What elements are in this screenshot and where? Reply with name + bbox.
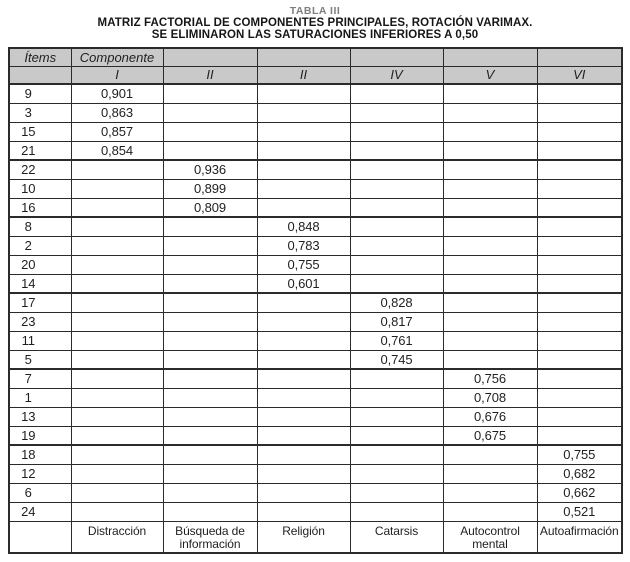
loading-value-cell [163, 388, 257, 407]
loading-value-cell [443, 198, 537, 217]
table-footer [9, 521, 622, 553]
loading-value-cell [71, 407, 163, 426]
header-label-row [9, 48, 622, 66]
loading-value-cell [71, 274, 163, 293]
item-number-cell: 7 [9, 369, 71, 388]
table-row [9, 84, 622, 103]
loading-value-cell [257, 293, 350, 312]
item-number-cell: 17 [9, 293, 71, 312]
loading-value-cell [443, 141, 537, 160]
loading-value-cell [443, 217, 537, 236]
loading-value-cell [71, 502, 163, 521]
table-row [9, 217, 622, 236]
table-row [9, 312, 622, 331]
loading-value-cell: 0,682 [537, 464, 622, 483]
footer-factor-4-name: Catarsis [350, 521, 443, 553]
loading-value-cell [350, 236, 443, 255]
loading-value-cell [257, 312, 350, 331]
loading-value-cell [537, 331, 622, 350]
loading-value-cell: 0,809 [163, 198, 257, 217]
table-row [9, 426, 622, 445]
loading-value-cell [443, 103, 537, 122]
loading-value-cell [163, 426, 257, 445]
loading-value-cell [443, 255, 537, 274]
loading-value-cell: 0,755 [537, 445, 622, 464]
loading-value-cell [163, 103, 257, 122]
loading-value-cell [350, 103, 443, 122]
loading-value-cell [71, 293, 163, 312]
item-number-cell: 2 [9, 236, 71, 255]
loading-value-cell [443, 331, 537, 350]
item-number-cell: 15 [9, 122, 71, 141]
loading-value-cell [257, 369, 350, 388]
loading-value-cell: 0,901 [71, 84, 163, 103]
loading-value-cell [443, 179, 537, 198]
loading-value-cell [257, 464, 350, 483]
loading-value-cell [350, 179, 443, 198]
loading-value-cell [71, 483, 163, 502]
loading-value-cell: 0,848 [257, 217, 350, 236]
loading-value-cell [537, 293, 622, 312]
loading-value-cell [443, 236, 537, 255]
loading-value-cell [443, 160, 537, 179]
loading-value-cell [163, 293, 257, 312]
loading-value-cell [350, 502, 443, 521]
item-number-cell: 9 [9, 84, 71, 103]
loading-value-cell [443, 122, 537, 141]
loading-value-cell [350, 274, 443, 293]
header-empty-cell [9, 66, 71, 84]
loading-value-cell [163, 122, 257, 141]
loading-value-cell [350, 141, 443, 160]
header-factor-6: VI [537, 66, 622, 84]
loading-value-cell [163, 369, 257, 388]
loading-value-cell [71, 426, 163, 445]
footer-factor-5-name: Autocontrol mental [443, 521, 537, 553]
loading-value-cell [350, 369, 443, 388]
loading-value-cell [257, 84, 350, 103]
item-number-cell: 23 [9, 312, 71, 331]
loading-value-cell [443, 350, 537, 369]
loading-value-cell [257, 198, 350, 217]
item-number-cell: 10 [9, 179, 71, 198]
loading-value-cell [257, 426, 350, 445]
loading-value-cell [71, 350, 163, 369]
header-empty-cell [443, 48, 537, 66]
loading-value-cell [163, 464, 257, 483]
table-subtitle: SE ELIMINARON LAS SATURACIONES INFERIORES A 0,50 [151, 29, 479, 41]
loading-value-cell [443, 483, 537, 502]
header-factor-4: IV [350, 66, 443, 84]
table-row [9, 122, 622, 141]
loading-value-cell [537, 217, 622, 236]
loading-value-cell [350, 464, 443, 483]
table-row [9, 141, 622, 160]
table-row [9, 445, 622, 464]
loading-value-cell [537, 160, 622, 179]
loading-value-cell [257, 407, 350, 426]
table-row [9, 274, 622, 293]
table-row [9, 464, 622, 483]
loading-value-cell: 0,745 [350, 350, 443, 369]
loading-value-cell [350, 217, 443, 236]
loading-value-cell: 0,676 [443, 407, 537, 426]
item-number-cell: 13 [9, 407, 71, 426]
loading-value-cell [163, 445, 257, 464]
table-row [9, 236, 622, 255]
table-row [9, 103, 622, 122]
loading-value-cell [163, 141, 257, 160]
loading-value-cell [350, 407, 443, 426]
item-number-cell: 18 [9, 445, 71, 464]
table-row [9, 388, 622, 407]
item-number-cell: 5 [9, 350, 71, 369]
loading-value-cell: 0,854 [71, 141, 163, 160]
loading-value-cell [71, 236, 163, 255]
item-number-cell: 16 [9, 198, 71, 217]
loading-value-cell [163, 217, 257, 236]
loading-value-cell [71, 369, 163, 388]
table-row [9, 160, 622, 179]
loading-value-cell: 0,755 [257, 255, 350, 274]
loading-value-cell: 0,828 [350, 293, 443, 312]
loading-value-cell [350, 388, 443, 407]
loading-value-cell [163, 312, 257, 331]
loading-value-cell [163, 255, 257, 274]
loading-value-cell [257, 160, 350, 179]
loading-value-cell [350, 84, 443, 103]
loading-value-cell: 0,521 [537, 502, 622, 521]
loading-value-cell [257, 388, 350, 407]
loading-value-cell [71, 179, 163, 198]
header-empty-cell [257, 48, 350, 66]
loading-value-cell [350, 483, 443, 502]
loading-value-cell [257, 445, 350, 464]
loading-value-cell [257, 350, 350, 369]
table-body [9, 84, 622, 521]
footer-factor-2-name: Búsqueda de información [163, 521, 257, 553]
header-factor-5: V [443, 66, 537, 84]
factor-loadings-table [8, 47, 623, 554]
header-factor-2: II [163, 66, 257, 84]
footer-factor-1-name: Distracción [71, 521, 163, 553]
loading-value-cell [257, 483, 350, 502]
loading-value-cell [257, 141, 350, 160]
item-number-cell: 8 [9, 217, 71, 236]
item-number-cell: 14 [9, 274, 71, 293]
loading-value-cell [350, 255, 443, 274]
table-header [9, 48, 622, 84]
footer-factor-3-name: Religión [257, 521, 350, 553]
loading-value-cell [257, 122, 350, 141]
header-roman-numeral-row [9, 66, 622, 84]
loading-value-cell: 0,817 [350, 312, 443, 331]
loading-value-cell [163, 331, 257, 350]
loading-value-cell [443, 274, 537, 293]
footer-factor-6-name: Autoafirmación [537, 521, 622, 553]
loading-value-cell [163, 84, 257, 103]
loading-value-cell: 0,899 [163, 179, 257, 198]
loading-value-cell [257, 103, 350, 122]
table-row [9, 483, 622, 502]
table-title-block [0, 0, 630, 41]
loading-value-cell [537, 407, 622, 426]
table-row [9, 198, 622, 217]
loading-value-cell [163, 350, 257, 369]
item-number-cell: 6 [9, 483, 71, 502]
loading-value-cell [443, 84, 537, 103]
loading-value-cell [163, 236, 257, 255]
loading-value-cell [71, 464, 163, 483]
table-row [9, 407, 622, 426]
table-row [9, 293, 622, 312]
loading-value-cell [163, 483, 257, 502]
loading-value-cell [537, 122, 622, 141]
loading-value-cell [71, 160, 163, 179]
loading-value-cell: 0,756 [443, 369, 537, 388]
item-number-cell: 1 [9, 388, 71, 407]
item-number-cell: 12 [9, 464, 71, 483]
loading-value-cell [537, 312, 622, 331]
loading-value-cell [71, 445, 163, 464]
item-number-cell: 21 [9, 141, 71, 160]
item-number-cell: 22 [9, 160, 71, 179]
loading-value-cell [443, 464, 537, 483]
loading-value-cell [537, 84, 622, 103]
header-componente-label: Componente [71, 48, 163, 66]
loading-value-cell [71, 217, 163, 236]
header-items-label: Ítems [9, 48, 71, 66]
loading-value-cell [350, 122, 443, 141]
table-main-title: MATRIZ FACTORIAL DE COMPONENTES PRINCIPALES, ROTACIÓN VARIMAX. [97, 17, 533, 29]
footer-empty-cell [9, 521, 71, 553]
loading-value-cell [350, 160, 443, 179]
table-row [9, 179, 622, 198]
loading-value-cell: 0,708 [443, 388, 537, 407]
loading-value-cell [443, 502, 537, 521]
loading-value-cell [443, 293, 537, 312]
item-number-cell: 19 [9, 426, 71, 445]
table-row [9, 502, 622, 521]
header-empty-cell [163, 48, 257, 66]
item-number-cell: 24 [9, 502, 71, 521]
loading-value-cell: 0,662 [537, 483, 622, 502]
loading-value-cell [537, 255, 622, 274]
loading-value-cell: 0,936 [163, 160, 257, 179]
loading-value-cell [443, 445, 537, 464]
table-row [9, 331, 622, 350]
loading-value-cell [163, 407, 257, 426]
loading-value-cell: 0,675 [443, 426, 537, 445]
header-factor-3: II [257, 66, 350, 84]
loading-value-cell [71, 312, 163, 331]
footer-factor-names-row [9, 521, 622, 553]
loading-value-cell [537, 236, 622, 255]
loading-value-cell [537, 426, 622, 445]
loading-value-cell: 0,783 [257, 236, 350, 255]
loading-value-cell [443, 312, 537, 331]
loading-value-cell [537, 350, 622, 369]
loading-value-cell [71, 331, 163, 350]
loading-value-cell: 0,863 [71, 103, 163, 122]
table-row [9, 350, 622, 369]
item-number-cell: 20 [9, 255, 71, 274]
loading-value-cell [163, 502, 257, 521]
loading-value-cell [350, 198, 443, 217]
loading-value-cell [71, 198, 163, 217]
loading-value-cell: 0,761 [350, 331, 443, 350]
table-number-title: TABLA III [289, 5, 341, 17]
loading-value-cell: 0,857 [71, 122, 163, 141]
loading-value-cell [257, 502, 350, 521]
header-empty-cell [537, 48, 622, 66]
header-factor-1: I [71, 66, 163, 84]
item-number-cell: 3 [9, 103, 71, 122]
loading-value-cell [163, 274, 257, 293]
loading-value-cell [537, 369, 622, 388]
loading-value-cell [537, 141, 622, 160]
loading-value-cell [71, 388, 163, 407]
table-row [9, 255, 622, 274]
loading-value-cell [71, 255, 163, 274]
loading-value-cell [537, 103, 622, 122]
loading-value-cell [350, 426, 443, 445]
header-empty-cell [350, 48, 443, 66]
loading-value-cell [257, 179, 350, 198]
item-number-cell: 11 [9, 331, 71, 350]
loading-value-cell [537, 198, 622, 217]
loading-value-cell: 0,601 [257, 274, 350, 293]
loading-value-cell [537, 274, 622, 293]
loading-value-cell [257, 331, 350, 350]
loading-value-cell [350, 445, 443, 464]
table-row [9, 369, 622, 388]
loading-value-cell [537, 179, 622, 198]
loading-value-cell [537, 388, 622, 407]
